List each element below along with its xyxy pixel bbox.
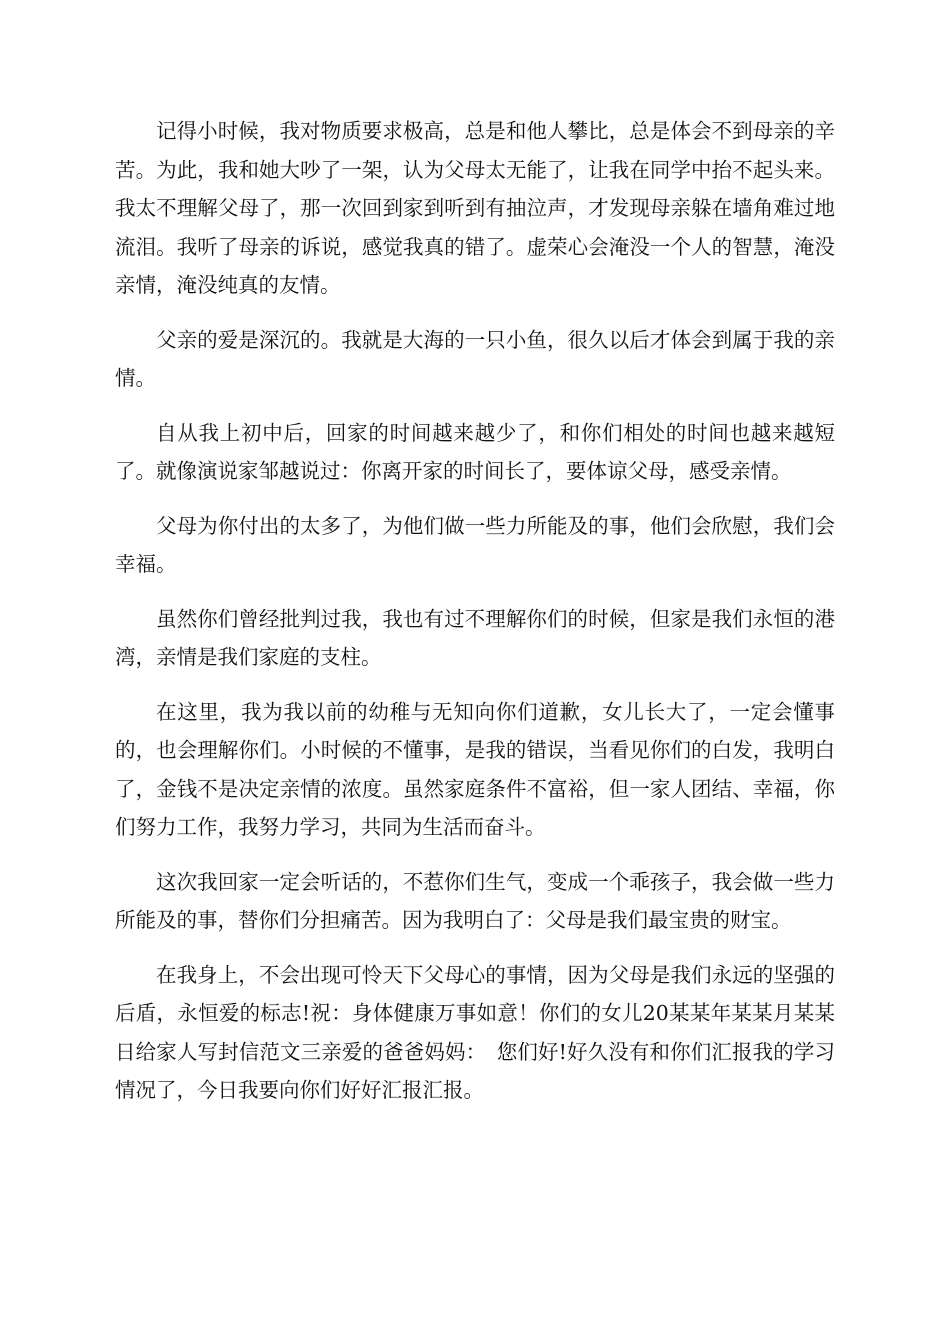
document-body: [115, 112, 835, 1126]
paragraph-6: 在这里，我为我以前的幼稚与无知向你们道歉，女儿长大了，一定会懂事的，也会理解你们。小时候的不懂事，是我的错误，当看见你们的白发，我明白了，金钱不是决定亲情的浓度。虽然家庭条件不富裕，但一家人团结、幸福，你们努力工作，我努力学习，共同为生活而奋斗。: [115, 699, 835, 839]
paragraph-2: 父亲的爱是深沉的。我就是大海的一只小鱼，很久以后才体会到属于我的亲情。: [115, 327, 835, 390]
paragraph-8: 在我身上，不会出现可怜天下父母心的事情，因为父母是我们永远的坚强的后盾，永恒爱的标志!祝：身体健康万事如意！你们的女儿20某某年某某月某某日给家人写封信范文三亲爱的爸爸妈妈： 您们好!好久没有和你们汇报我的学习情况了，今日我要向你们好好汇报汇报。: [115, 962, 835, 1102]
paragraph-7: 这次我回家一定会听话的，不惹你们生气，变成一个乖孩子，我会做一些力所能及的事，替你们分担痛苦。因为我明白了：父母是我们最宝贵的财宝。: [115, 869, 835, 932]
paragraph-1: 记得小时候，我对物质要求极高，总是和他人攀比，总是体会不到母亲的辛苦。为此，我和她大吵了一架，认为父母太无能了，让我在同学中抬不起头来。我太不理解父母了，那一次回到家到听到有抽泣声，才发现母亲躲在墙角难过地流泪。我听了母亲的诉说，感觉我真的错了。虚荣心会淹没一个人的智慧，淹没亲情，淹没纯真的友情。: [115, 119, 835, 297]
paragraph-4: 父母为你付出的太多了，为他们做一些力所能及的事，他们会欣慰，我们会幸福。: [115, 513, 835, 576]
paragraph-3: 自从我上初中后，回家的时间越来越少了，和你们相处的时间也越来越短了。就像演说家邹越说过：你离开家的时间长了，要体谅父母，感受亲情。: [115, 420, 835, 483]
paragraph-5: 虽然你们曾经批判过我，我也有过不理解你们的时候，但家是我们永恒的港湾，亲情是我们家庭的支柱。: [115, 606, 835, 669]
